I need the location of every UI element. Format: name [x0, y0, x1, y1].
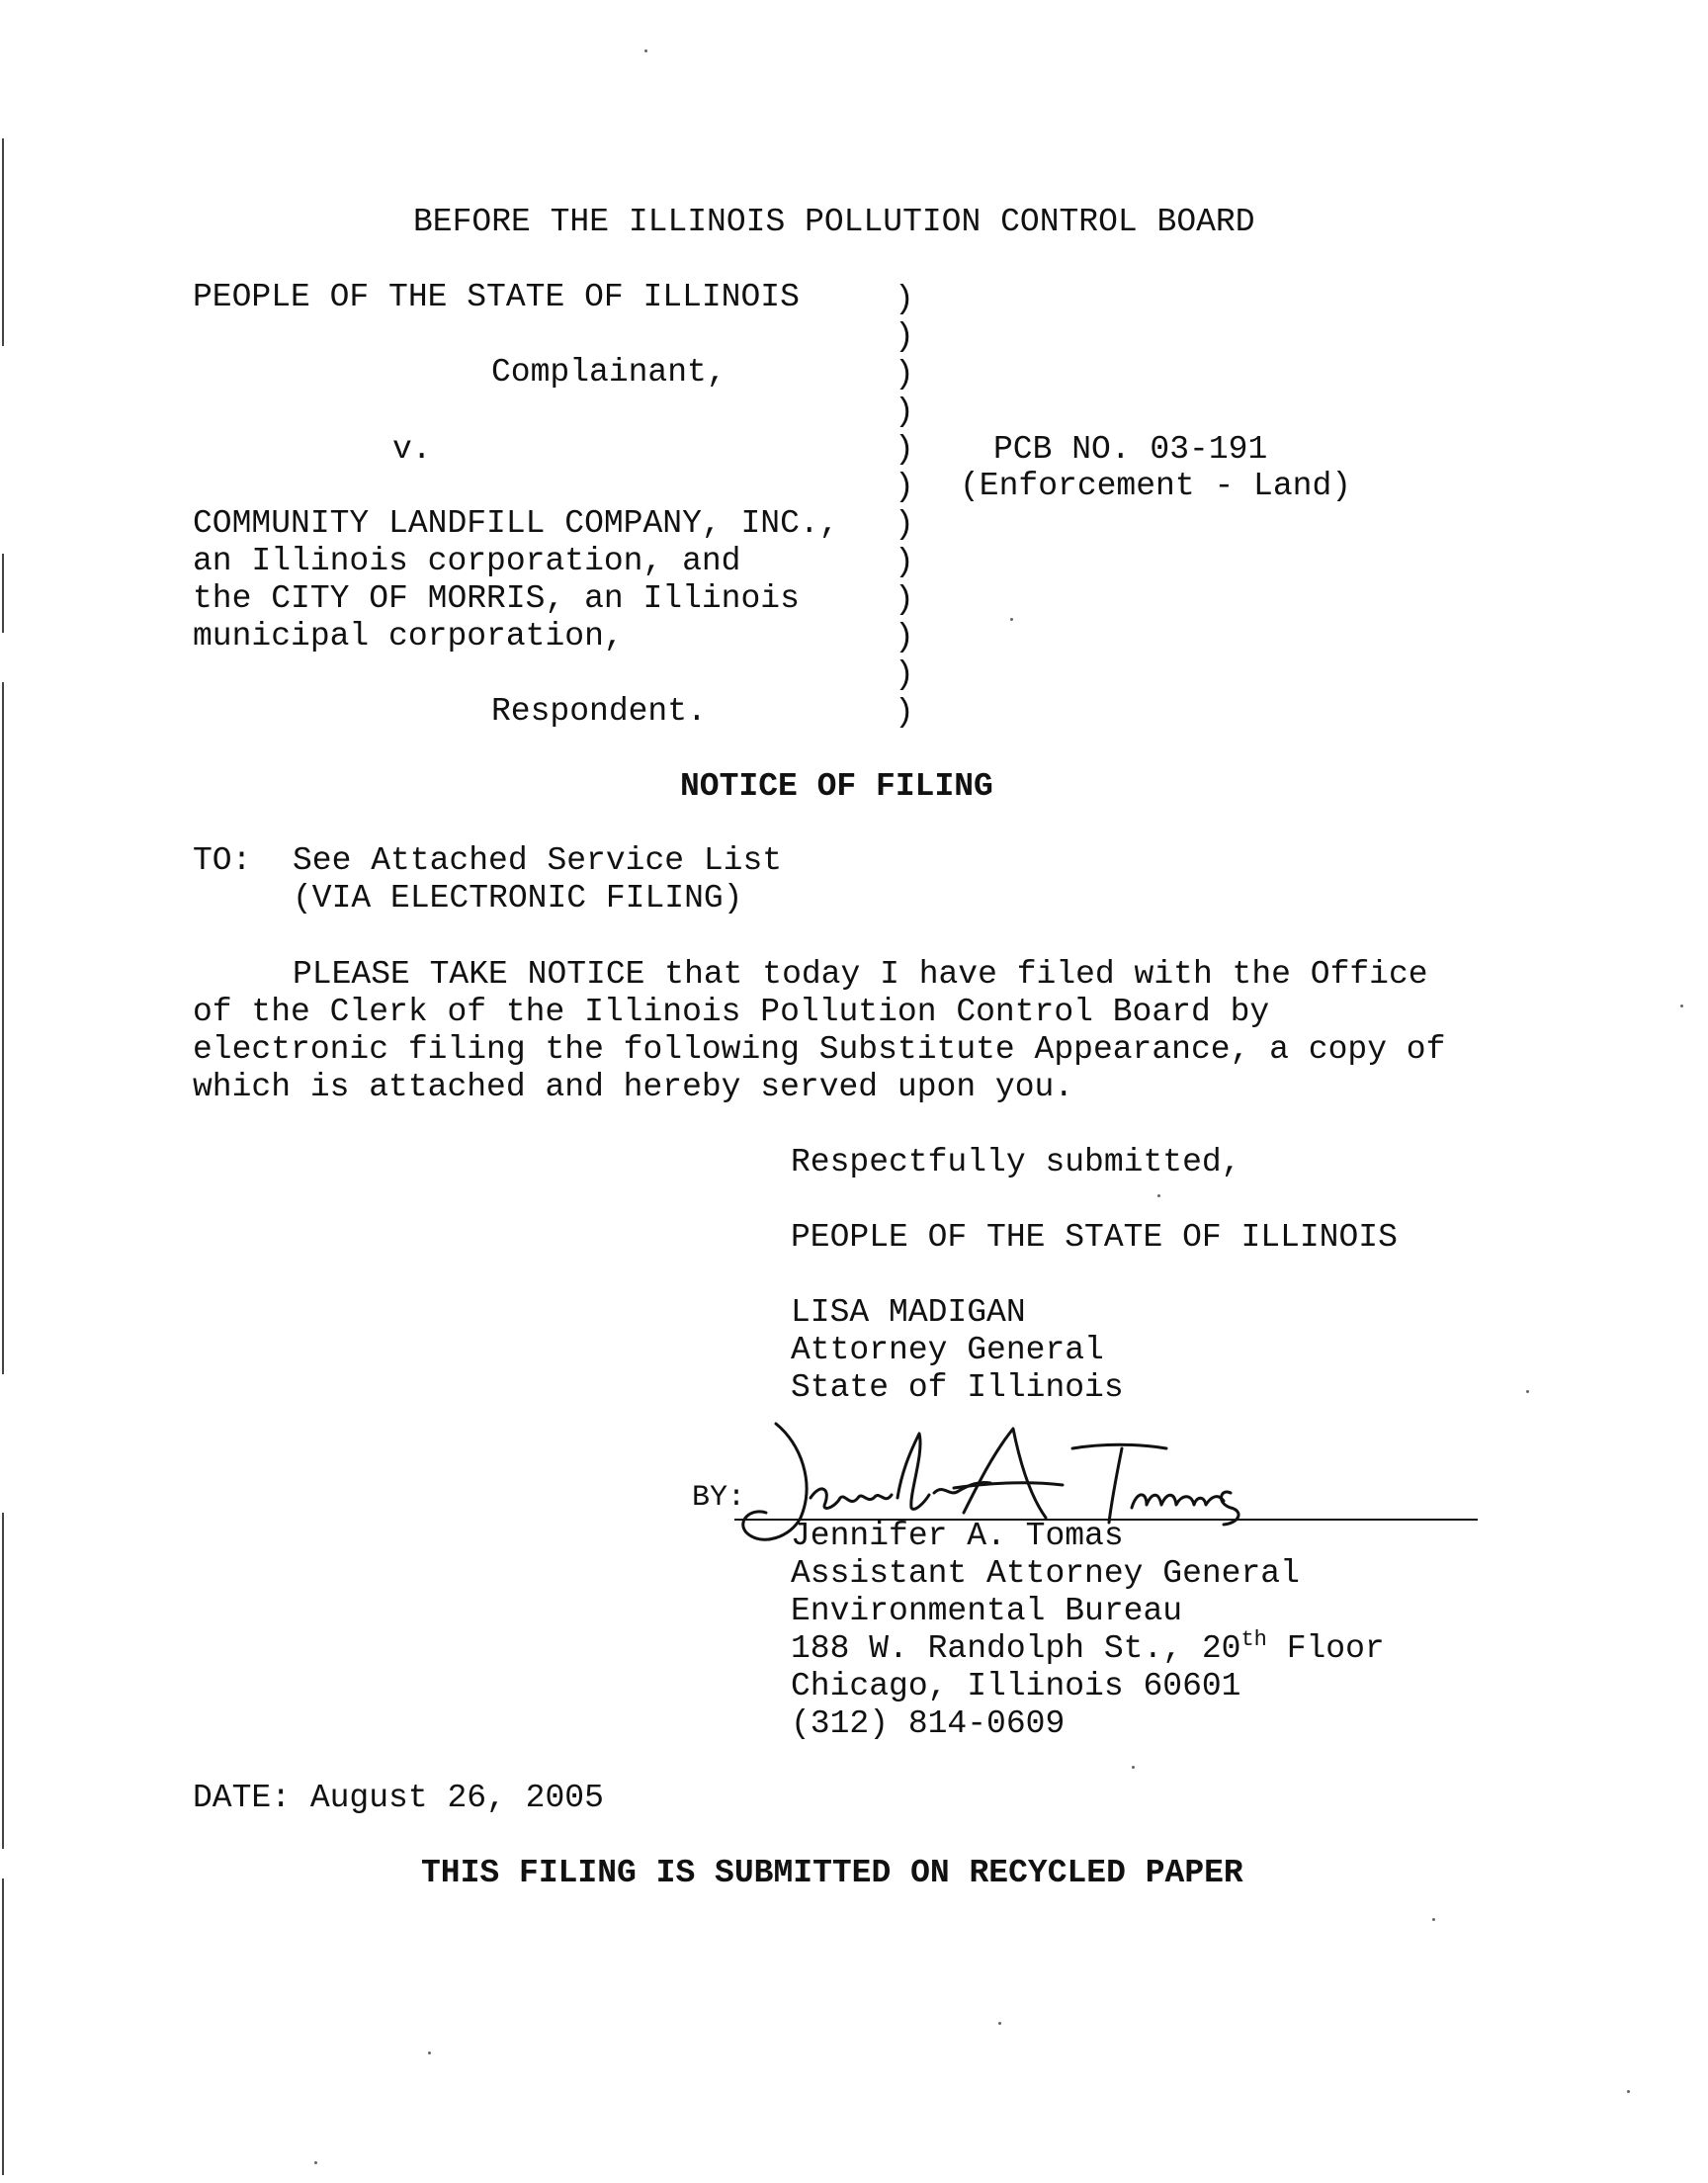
caption-paren: )	[895, 393, 914, 430]
scan-speck	[314, 2161, 317, 2164]
caption-paren: )	[895, 281, 914, 317]
caption-parentheses	[895, 281, 934, 732]
by-label: BY:	[692, 1481, 746, 1515]
caption-paren: )	[895, 318, 914, 355]
respondent-line: COMMUNITY LANDFILL COMPANY, INC.,	[193, 505, 839, 542]
floor-ordinal-suffix: th	[1240, 1627, 1267, 1652]
scan-speck	[428, 2052, 431, 2054]
scan-speck	[1680, 1004, 1683, 1007]
to-label: TO:	[193, 842, 252, 879]
caption-paren: )	[895, 656, 914, 693]
scan-speck	[1010, 618, 1013, 621]
scan-speck	[1157, 1194, 1160, 1197]
respondent-line: an Illinois corporation, and	[193, 543, 741, 579]
caption-paren: )	[895, 619, 914, 655]
scan-edge-mark	[2, 138, 4, 346]
body-line: of the Clerk of the Illinois Pollution Control Board by	[193, 994, 1270, 1030]
body-line: which is attached and hereby served upon you.	[193, 1069, 1074, 1105]
party-name: PEOPLE OF THE STATE OF ILLINOIS	[791, 1219, 1398, 1256]
closing-text: Respectfully submitted,	[791, 1144, 1241, 1180]
scan-speck	[644, 49, 647, 52]
scan-speck	[1526, 1390, 1529, 1393]
attorney-general-title: Attorney General	[791, 1332, 1104, 1368]
signer-name: Jennifer A. Tomas	[791, 1518, 1124, 1554]
scan-speck	[998, 2022, 1001, 2025]
scan-speck	[1132, 1766, 1135, 1769]
to-line-service-list: See Attached Service List	[293, 842, 783, 879]
scan-speck	[1627, 2090, 1630, 2093]
recycled-paper-footer: THIS FILING IS SUBMITTED ON RECYCLED PAPER	[421, 1855, 1243, 1891]
street-address	[791, 1627, 1385, 1668]
scan-edge-mark	[2, 682, 4, 1374]
city-state-zip: Chicago, Illinois 60601	[791, 1668, 1241, 1704]
body-line: electronic filing the following Substitute Appearance, a copy of	[193, 1031, 1446, 1068]
signer-title: Assistant Attorney General	[791, 1555, 1300, 1592]
complainant-role: Complainant,	[491, 354, 726, 391]
case-number: PCB NO. 03-191	[993, 431, 1268, 468]
caption-paren: )	[895, 431, 914, 468]
scan-edge-mark	[2, 554, 4, 633]
attorney-general-state: State of Illinois	[791, 1369, 1124, 1406]
notice-title: NOTICE OF FILING	[680, 768, 993, 805]
respondent-line: the CITY OF MORRIS, an Illinois	[193, 580, 800, 617]
bureau-name: Environmental Bureau	[791, 1593, 1183, 1629]
court-heading: BEFORE THE ILLINOIS POLLUTION CONTROL BOARD	[413, 204, 1255, 240]
street-address-main: 188 W. Randolph St., 20	[791, 1630, 1241, 1667]
attorney-general-name: LISA MADIGAN	[791, 1294, 1026, 1331]
caption-paren: )	[895, 356, 914, 393]
complainant-name: PEOPLE OF THE STATE OF ILLINOIS	[193, 279, 800, 315]
respondent-line: municipal corporation,	[193, 618, 624, 655]
caption-paren: )	[895, 694, 914, 731]
street-address-floor: Floor	[1266, 1630, 1385, 1667]
scan-edge-mark	[2, 1513, 4, 1849]
caption-paren: )	[895, 469, 914, 505]
scan-edge-mark	[2, 1878, 4, 2175]
scan-speck	[1432, 1918, 1435, 1921]
phone-number: (312) 814-0609	[791, 1705, 1066, 1742]
filing-date: DATE: August 26, 2005	[193, 1780, 604, 1816]
caption-paren: )	[895, 581, 914, 618]
caption-paren: )	[895, 544, 914, 580]
body-line: PLEASE TAKE NOTICE that today I have filed with the Office	[293, 956, 1428, 993]
to-line-filing-method: (VIA ELECTRONIC FILING)	[293, 880, 743, 917]
case-type: (Enforcement - Land)	[960, 468, 1352, 504]
versus-label: v.	[392, 431, 432, 468]
respondent-role: Respondent.	[491, 693, 707, 730]
caption-paren: )	[895, 506, 914, 543]
